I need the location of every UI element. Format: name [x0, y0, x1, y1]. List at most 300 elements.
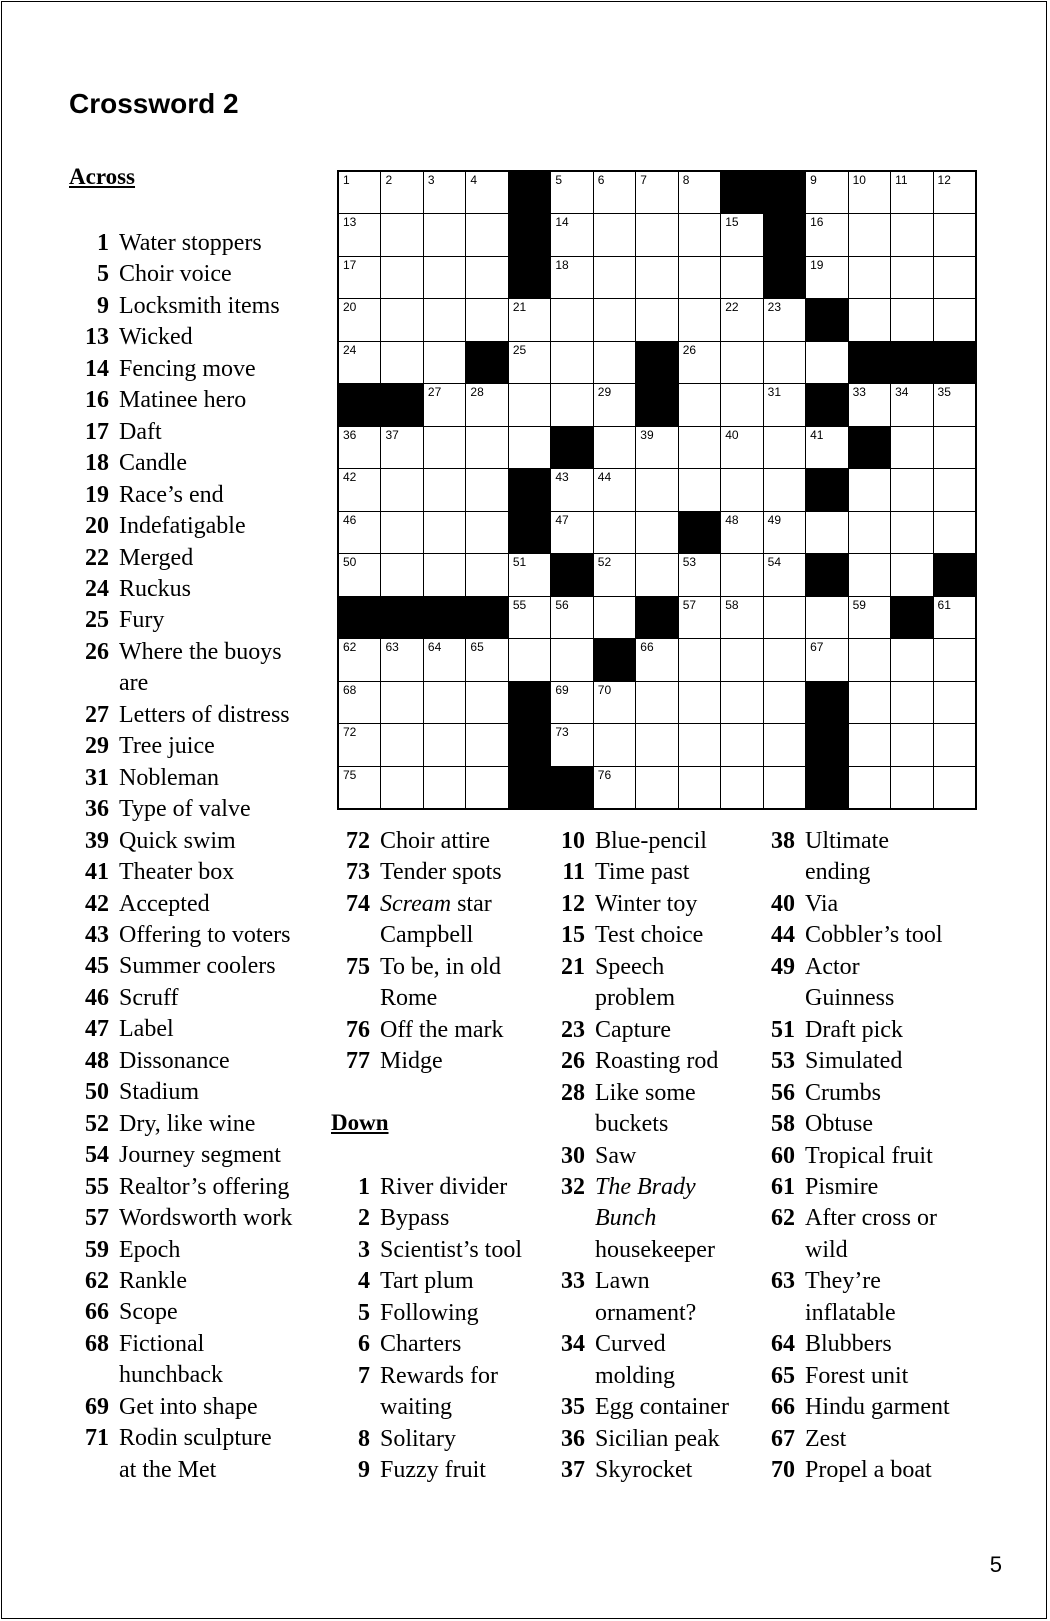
- clue-text-line: Bunch: [595, 1205, 657, 1232]
- clue-text-line: waiting: [380, 1394, 452, 1421]
- grid-cell[interactable]: [466, 639, 507, 680]
- clue-text: [795, 1172, 878, 1203]
- grid-cell[interactable]: [891, 767, 932, 808]
- crossword-grid: [337, 170, 977, 810]
- grid-cell[interactable]: [381, 214, 422, 255]
- clue: [755, 1203, 970, 1266]
- clue-number: 72: [346, 828, 370, 854]
- grid-block: [806, 469, 847, 510]
- grid-cell[interactable]: [339, 724, 380, 765]
- clue-text-line: ending: [805, 859, 871, 886]
- grid-cell[interactable]: [764, 682, 805, 723]
- grid-cell[interactable]: [849, 554, 890, 595]
- grid-cell[interactable]: [636, 214, 677, 255]
- clue-number: 7: [358, 1362, 370, 1389]
- cell-number: 76: [597, 767, 612, 782]
- cell-number: 17: [343, 257, 357, 272]
- grid-cell[interactable]: [849, 384, 890, 425]
- grid-cell[interactable]: [381, 724, 422, 765]
- grid-cell[interactable]: [424, 427, 465, 468]
- grid-cell[interactable]: [551, 639, 592, 680]
- grid-cell[interactable]: [764, 299, 805, 340]
- cell-number: 13: [343, 215, 357, 230]
- grid-cell[interactable]: [509, 384, 550, 425]
- clue-text: [109, 1046, 230, 1077]
- grid-cell[interactable]: [594, 427, 635, 468]
- clue-text-line: Matinee hero: [119, 387, 247, 414]
- grid-cell[interactable]: [636, 172, 677, 213]
- grid-cell[interactable]: [806, 214, 847, 255]
- clue-text-line: Midge: [380, 1048, 443, 1075]
- grid-cell[interactable]: [764, 384, 805, 425]
- clue-text-line: Scruff: [119, 984, 179, 1011]
- grid-cell[interactable]: [594, 682, 635, 723]
- clue-text-line: ornament?: [595, 1299, 697, 1326]
- grid-cell[interactable]: [849, 172, 890, 213]
- grid-cell[interactable]: [934, 639, 975, 680]
- grid-cell[interactable]: [764, 469, 805, 510]
- grid-block: [806, 767, 847, 808]
- grid-cell[interactable]: [764, 724, 805, 765]
- clue-text: [109, 1203, 292, 1234]
- grid-cell[interactable]: [339, 767, 380, 808]
- grid-cell[interactable]: [636, 767, 677, 808]
- clue-text-line: are: [119, 670, 149, 697]
- grid-cell[interactable]: [806, 172, 847, 213]
- clue: [69, 605, 329, 636]
- clue-text: [109, 1172, 289, 1203]
- clue-number: 20: [85, 513, 109, 540]
- clue-number: 40: [771, 890, 795, 917]
- grid-cell[interactable]: [721, 597, 762, 638]
- grid-cell[interactable]: [679, 597, 720, 638]
- clue-number: 4: [358, 1268, 370, 1295]
- clue: [69, 354, 329, 385]
- grid-cell[interactable]: [551, 172, 592, 213]
- grid-cell[interactable]: [424, 384, 465, 425]
- grid-cell[interactable]: [891, 512, 932, 553]
- grid-cell[interactable]: [466, 427, 507, 468]
- cell-number: 50: [343, 555, 357, 570]
- grid-cell[interactable]: [764, 767, 805, 808]
- grid-cell[interactable]: [509, 554, 550, 595]
- grid-cell[interactable]: [339, 469, 380, 510]
- grid-cell[interactable]: [466, 767, 507, 808]
- grid-cell[interactable]: [466, 682, 507, 723]
- grid-cell[interactable]: [934, 724, 975, 765]
- grid-cell[interactable]: [381, 469, 422, 510]
- grid-cell[interactable]: [381, 172, 422, 213]
- page-number: 5: [989, 1552, 1002, 1577]
- grid-cell[interactable]: [381, 554, 422, 595]
- grid-cell[interactable]: [721, 384, 762, 425]
- grid-cell[interactable]: [636, 299, 677, 340]
- grid-block: [764, 214, 805, 255]
- grid-cell[interactable]: [721, 639, 762, 680]
- clue-text: [109, 1329, 223, 1392]
- grid-cell[interactable]: [381, 342, 422, 383]
- grid-cell[interactable]: [849, 257, 890, 298]
- cell-number: 58: [725, 597, 739, 612]
- grid-block: [891, 597, 932, 638]
- grid-cell[interactable]: [339, 512, 380, 553]
- grid-cell[interactable]: [679, 767, 720, 808]
- cell-number: 24: [343, 342, 357, 357]
- clue-text-line: Journey segment: [119, 1142, 281, 1169]
- grid-cell[interactable]: [636, 639, 677, 680]
- clue-text: [795, 1455, 932, 1486]
- grid-cell[interactable]: [339, 427, 380, 468]
- grid-cell[interactable]: [424, 724, 465, 765]
- grid-cell[interactable]: [424, 299, 465, 340]
- grid-cell[interactable]: [636, 427, 677, 468]
- clue-text: [370, 1015, 504, 1046]
- grid-cell[interactable]: [849, 639, 890, 680]
- grid-cell[interactable]: [891, 469, 932, 510]
- grid-cell[interactable]: [721, 214, 762, 255]
- clue-number: 29: [85, 733, 109, 760]
- grid-cell[interactable]: [891, 257, 932, 298]
- clue-number: 69: [85, 1393, 109, 1420]
- clue-text-line: Sicilian peak: [595, 1425, 720, 1452]
- grid-cell[interactable]: [679, 257, 720, 298]
- grid-cell[interactable]: [764, 639, 805, 680]
- clue-number: 34: [561, 1331, 585, 1358]
- grid-cell[interactable]: [806, 257, 847, 298]
- grid-cell[interactable]: [721, 682, 762, 723]
- clue-text-line: Indefatigable: [119, 513, 246, 540]
- grid-cell[interactable]: [764, 554, 805, 595]
- grid-cell[interactable]: [424, 554, 465, 595]
- grid-cell[interactable]: [679, 554, 720, 595]
- grid-block: [339, 384, 380, 425]
- grid-cell[interactable]: [339, 299, 380, 340]
- grid-cell[interactable]: [339, 554, 380, 595]
- clue-text: [370, 1046, 443, 1077]
- clue: [69, 1046, 329, 1077]
- clue-text-line: To be, in old: [380, 953, 501, 980]
- grid-cell[interactable]: [806, 597, 847, 638]
- grid-cell[interactable]: [466, 299, 507, 340]
- grid-cell[interactable]: [381, 512, 422, 553]
- clue: [755, 1015, 970, 1046]
- grid-cell[interactable]: [381, 427, 422, 468]
- grid-cell[interactable]: [509, 342, 550, 383]
- grid-cell[interactable]: [339, 682, 380, 723]
- grid-cell[interactable]: [934, 299, 975, 340]
- grid-cell[interactable]: [891, 299, 932, 340]
- grid-cell[interactable]: [594, 384, 635, 425]
- grid-cell[interactable]: [381, 682, 422, 723]
- clue-number: 19: [85, 481, 109, 508]
- grid-cell[interactable]: [764, 597, 805, 638]
- grid-cell[interactable]: [806, 427, 847, 468]
- clue-text-line: Scientist’s tool: [380, 1236, 523, 1263]
- grid-cell[interactable]: [424, 767, 465, 808]
- cell-number: 4: [470, 173, 478, 187]
- clue-text-line: Zest: [805, 1425, 847, 1452]
- grid-cell[interactable]: [679, 214, 720, 255]
- grid-cell[interactable]: [721, 724, 762, 765]
- cell-number: 75: [343, 767, 357, 782]
- grid-cell[interactable]: [594, 767, 635, 808]
- clue: [330, 1424, 540, 1455]
- clue: [69, 1235, 329, 1266]
- clue-number: 15: [561, 922, 585, 949]
- grid-cell[interactable]: [466, 384, 507, 425]
- grid-cell[interactable]: [934, 597, 975, 638]
- grid-cell[interactable]: [721, 299, 762, 340]
- grid-cell[interactable]: [849, 767, 890, 808]
- grid-block: [849, 342, 890, 383]
- grid-cell[interactable]: [679, 639, 720, 680]
- grid-block: [764, 172, 805, 213]
- grid-cell[interactable]: [551, 257, 592, 298]
- clue-text-line: Forest unit: [805, 1362, 909, 1389]
- grid-cell[interactable]: [551, 469, 592, 510]
- grid-block: [806, 724, 847, 765]
- grid-cell[interactable]: [339, 172, 380, 213]
- grid-cell[interactable]: [849, 512, 890, 553]
- clue-number: 66: [771, 1394, 795, 1421]
- clue: [69, 259, 329, 290]
- grid-cell[interactable]: [636, 469, 677, 510]
- clue: [69, 1266, 329, 1297]
- grid-cell[interactable]: [891, 427, 932, 468]
- grid-block: [509, 257, 550, 298]
- clue-text: [585, 889, 697, 920]
- grid-cell[interactable]: [381, 639, 422, 680]
- grid-cell[interactable]: [509, 597, 550, 638]
- grid-cell[interactable]: [339, 342, 380, 383]
- grid-cell[interactable]: [466, 172, 507, 213]
- cell-number: 29: [597, 385, 612, 400]
- grid-block: [339, 597, 380, 638]
- grid-cell[interactable]: [339, 257, 380, 298]
- grid-cell[interactable]: [891, 214, 932, 255]
- clue-number: 51: [771, 1016, 795, 1043]
- grid-cell[interactable]: [679, 172, 720, 213]
- clue-number: 9: [358, 1457, 370, 1484]
- grid-cell[interactable]: [636, 554, 677, 595]
- grid-cell[interactable]: [551, 214, 592, 255]
- clue-number: 30: [561, 1142, 585, 1169]
- grid-cell[interactable]: [934, 172, 975, 213]
- cell-number: 49: [767, 512, 782, 527]
- grid-cell[interactable]: [424, 257, 465, 298]
- grid-cell[interactable]: [594, 469, 635, 510]
- clue: [330, 1203, 540, 1234]
- grid-cell[interactable]: [849, 682, 890, 723]
- grid-cell[interactable]: [551, 597, 592, 638]
- grid-cell[interactable]: [934, 214, 975, 255]
- grid-cell[interactable]: [466, 257, 507, 298]
- grid-cell[interactable]: [679, 299, 720, 340]
- grid-block: [424, 597, 465, 638]
- grid-block: [806, 682, 847, 723]
- grid-block: [509, 172, 550, 213]
- grid-cell[interactable]: [339, 214, 380, 255]
- grid-cell[interactable]: [721, 767, 762, 808]
- grid-cell[interactable]: [806, 639, 847, 680]
- grid-cell[interactable]: [849, 299, 890, 340]
- grid-cell[interactable]: [594, 299, 635, 340]
- clue-text-line: at the Met: [119, 1456, 217, 1483]
- grid-cell[interactable]: [849, 724, 890, 765]
- grid-cell[interactable]: [679, 342, 720, 383]
- clue-number: 64: [771, 1331, 795, 1358]
- grid-cell[interactable]: [466, 214, 507, 255]
- grid-cell[interactable]: [934, 257, 975, 298]
- clue-number: 33: [561, 1268, 585, 1295]
- cell-number: 3: [427, 173, 435, 187]
- grid-cell[interactable]: [721, 512, 762, 553]
- grid-cell[interactable]: [934, 384, 975, 425]
- grid-cell[interactable]: [594, 597, 635, 638]
- grid-cell[interactable]: [381, 767, 422, 808]
- grid-cell[interactable]: [424, 639, 465, 680]
- clue-text: [795, 1046, 902, 1077]
- grid-cell[interactable]: [636, 682, 677, 723]
- grid-cell[interactable]: [849, 597, 890, 638]
- clue-text: [109, 480, 224, 511]
- grid-cell[interactable]: [594, 172, 635, 213]
- clue-text-line: Summer coolers: [119, 953, 276, 980]
- grid-cell[interactable]: [891, 724, 932, 765]
- clue-text-line: Skyrocket: [595, 1457, 693, 1484]
- grid-cell[interactable]: [424, 512, 465, 553]
- clue: [545, 920, 755, 951]
- grid-cell[interactable]: [679, 427, 720, 468]
- clue-number: 62: [771, 1205, 795, 1232]
- grid-cell[interactable]: [424, 469, 465, 510]
- clue-text: [109, 385, 246, 416]
- grid-cell[interactable]: [891, 682, 932, 723]
- grid-cell[interactable]: [721, 427, 762, 468]
- clue-text-line: Tender spots: [380, 859, 502, 886]
- grid-cell[interactable]: [551, 512, 592, 553]
- grid-cell[interactable]: [721, 554, 762, 595]
- grid-cell[interactable]: [934, 767, 975, 808]
- grid-cell[interactable]: [679, 384, 720, 425]
- grid-cell[interactable]: [381, 257, 422, 298]
- grid-cell[interactable]: [934, 682, 975, 723]
- cell-number: 18: [555, 257, 569, 272]
- grid-cell[interactable]: [849, 214, 890, 255]
- clue-number: 56: [771, 1079, 795, 1106]
- grid-cell[interactable]: [551, 724, 592, 765]
- grid-cell[interactable]: [551, 299, 592, 340]
- grid-cell[interactable]: [891, 384, 932, 425]
- grid-cell[interactable]: [466, 512, 507, 553]
- grid-cell[interactable]: [764, 427, 805, 468]
- grid-cell[interactable]: [636, 512, 677, 553]
- clue-number: 22: [85, 544, 109, 571]
- grid-cell[interactable]: [636, 257, 677, 298]
- grid-cell[interactable]: [934, 512, 975, 553]
- grid-block: [551, 767, 592, 808]
- grid-cell[interactable]: [424, 214, 465, 255]
- clue-number: 32: [561, 1173, 585, 1200]
- grid-block: [934, 342, 975, 383]
- clue-number: 3: [358, 1236, 370, 1263]
- grid-cell[interactable]: [679, 682, 720, 723]
- grid-block: [381, 597, 422, 638]
- grid-cell[interactable]: [509, 299, 550, 340]
- grid-cell[interactable]: [934, 427, 975, 468]
- grid-cell[interactable]: [934, 469, 975, 510]
- grid-cell[interactable]: [721, 469, 762, 510]
- grid-cell[interactable]: [424, 172, 465, 213]
- clue-text-line: Wordsworth work: [119, 1205, 293, 1232]
- clue-text-line: Type of valve: [119, 796, 251, 823]
- cell-number: 68: [343, 682, 357, 697]
- grid-cell[interactable]: [764, 342, 805, 383]
- grid-cell[interactable]: [679, 724, 720, 765]
- grid-cell[interactable]: [551, 384, 592, 425]
- clue-text-line: Tart plum: [380, 1268, 474, 1295]
- clue: [69, 543, 329, 574]
- grid-cell[interactable]: [594, 257, 635, 298]
- grid-cell[interactable]: [339, 639, 380, 680]
- clue-text-line: Charters: [380, 1331, 462, 1358]
- grid-cell[interactable]: [424, 342, 465, 383]
- grid-cell[interactable]: [806, 342, 847, 383]
- grid-cell[interactable]: [594, 512, 635, 553]
- down-clues-column-2: [545, 826, 755, 1487]
- grid-cell[interactable]: [594, 724, 635, 765]
- grid-cell[interactable]: [466, 469, 507, 510]
- grid-cell[interactable]: [849, 469, 890, 510]
- clue-text: [370, 1235, 522, 1266]
- grid-cell[interactable]: [891, 172, 932, 213]
- grid-cell[interactable]: [594, 214, 635, 255]
- clue-text: [109, 574, 191, 605]
- grid-cell[interactable]: [381, 299, 422, 340]
- grid-cell[interactable]: [594, 342, 635, 383]
- grid-cell[interactable]: [721, 342, 762, 383]
- grid-cell[interactable]: [806, 512, 847, 553]
- grid-cell[interactable]: [594, 554, 635, 595]
- cell-number: 63: [385, 640, 399, 655]
- clue-text-line: Merged: [119, 544, 194, 571]
- grid-cell[interactable]: [891, 554, 932, 595]
- grid-cell[interactable]: [509, 639, 550, 680]
- clue-text-line: Fictional: [119, 1330, 205, 1357]
- grid-cell[interactable]: [424, 682, 465, 723]
- grid-cell[interactable]: [764, 512, 805, 553]
- clue-number: 14: [85, 355, 109, 382]
- grid-cell[interactable]: [466, 554, 507, 595]
- clue-number: 73: [346, 859, 370, 886]
- grid-cell[interactable]: [466, 724, 507, 765]
- grid-cell[interactable]: [551, 682, 592, 723]
- clue: [755, 952, 970, 1015]
- cell-number: 37: [385, 427, 399, 442]
- clue-number: 8: [358, 1425, 370, 1452]
- grid-cell[interactable]: [721, 257, 762, 298]
- clue-text-line: Letters of distress: [119, 701, 290, 728]
- clue-text-line: They’re: [805, 1268, 881, 1295]
- clue-number: 55: [85, 1173, 109, 1200]
- grid-cell[interactable]: [636, 724, 677, 765]
- clue-number: 24: [85, 575, 109, 602]
- grid-cell[interactable]: [509, 427, 550, 468]
- grid-cell[interactable]: [891, 639, 932, 680]
- clue-text: [585, 1172, 715, 1266]
- grid-cell[interactable]: [679, 469, 720, 510]
- grid-cell[interactable]: [551, 342, 592, 383]
